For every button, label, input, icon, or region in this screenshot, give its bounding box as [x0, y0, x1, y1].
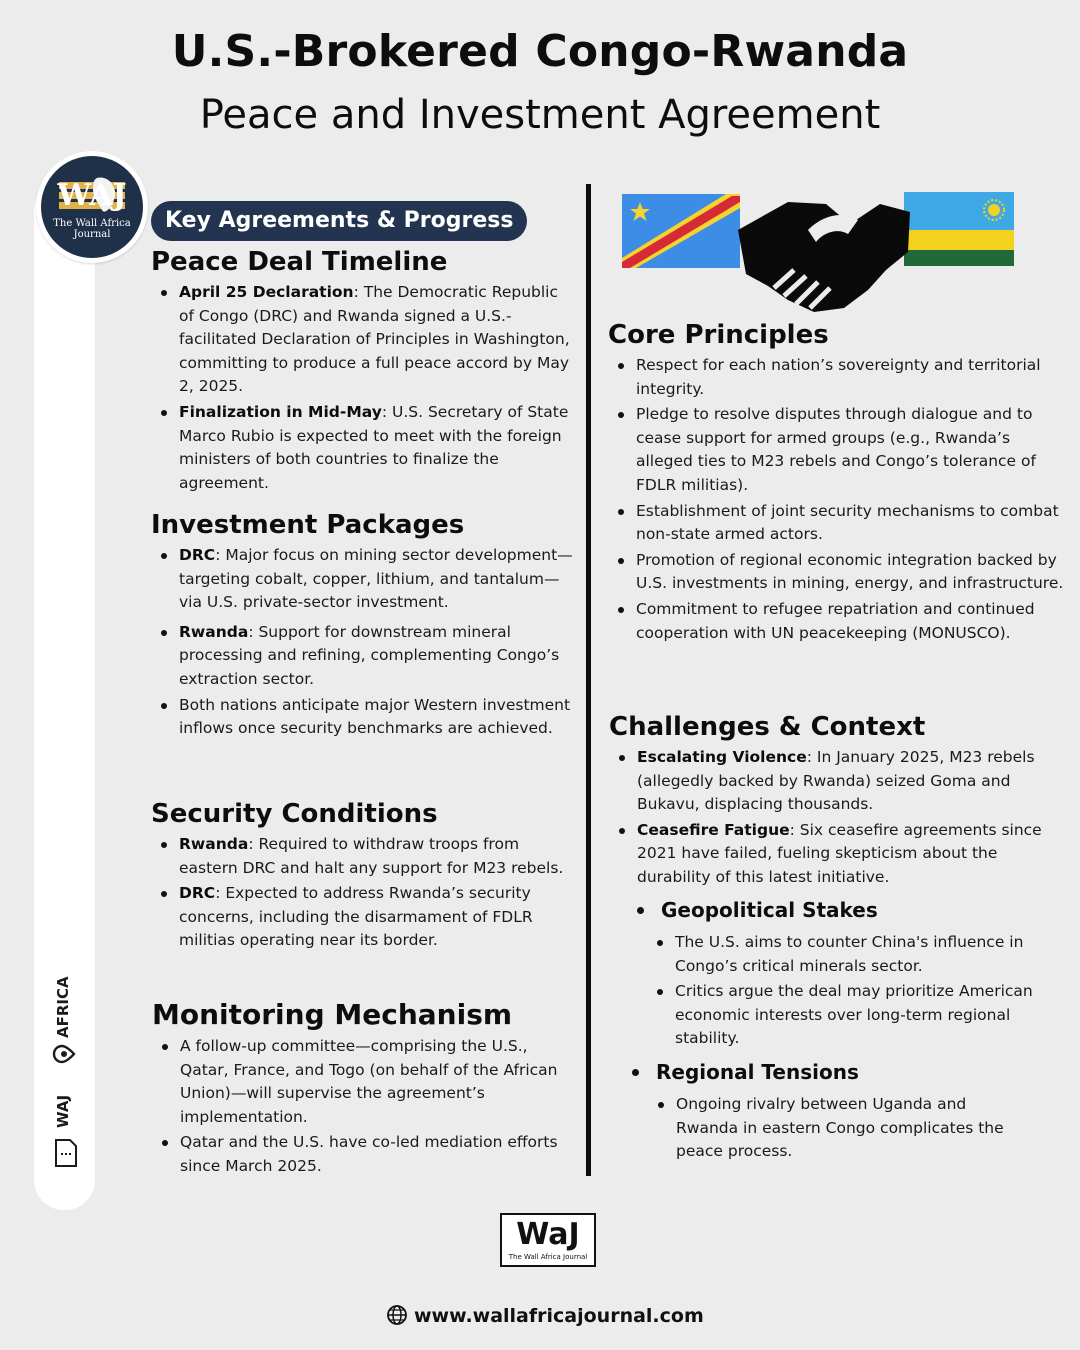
footer-logo-caption: The Wall Africa Journal: [508, 1253, 588, 1261]
list-item: Rwanda: Required to withdraw troops from eastern DRC and halt any support for M23 rebels.: [151, 833, 576, 880]
challenges-heading: Challenges & Context: [609, 712, 926, 742]
list-item: Rwanda: Support for downstream mineral processing and refining, complementing Congo’s extraction sector.: [151, 621, 576, 692]
list-item: April 25 Declaration: The Democratic Republic of Congo (DRC) and Rwanda signed a U.S.-facilitated Declaration of Principles in Washington, committing to produce a full peace accord by May 2, 2025.: [151, 281, 576, 399]
list-item: Pledge to resolve disputes through dialogue and to cease support for armed groups (e.g., Rwanda’s alleged ties to M23 rebels and Congo’s tolerance of FDLR militias).: [608, 403, 1064, 497]
investment-heading: Investment Packages: [151, 510, 465, 540]
principles-section: [608, 320, 1064, 647]
list-item: Escalating Violence: In January 2025, M23 rebels (allegedly backed by Rwanda) seized Goma and Bukavu, displacing thousands.: [609, 746, 1064, 817]
list-item: Ongoing rivalry between Uganda and Rwanda in eastern Congo complicates the peace process.: [648, 1093, 1008, 1164]
list-item: Both nations anticipate major Western investment inflows once security benchmarks are achieved.: [151, 694, 576, 741]
timeline-heading: Peace Deal Timeline: [151, 247, 448, 277]
globe-icon: [386, 1304, 408, 1326]
footer-logo-wordmark: WaJ: [516, 1217, 580, 1252]
list-item: Commitment to refugee repatriation and continued cooperation with UN peacekeeping (MONUSCO).: [608, 598, 1064, 645]
list-item: DRC: Major focus on mining sector development—targeting cobalt, copper, lithium, and tantalum—via U.S. private-sector investment.: [151, 544, 576, 615]
timeline-section: [151, 247, 576, 497]
handshake-icon: [738, 202, 910, 312]
location-pin-icon: [52, 1042, 76, 1066]
rwanda-flag-icon: [904, 192, 1014, 266]
footer-logo: [500, 1213, 596, 1267]
waj-logo-badge: [36, 151, 148, 263]
monitoring-heading: Monitoring Mechanism: [152, 998, 513, 1031]
geopolitical-section: [635, 897, 1065, 1053]
security-heading: Security Conditions: [151, 799, 438, 829]
list-item: Finalization in Mid-May: U.S. Secretary of State Marco Rubio is expected to meet with the foreign ministers of both countries to finalize the agreement.: [151, 401, 576, 495]
security-section: [151, 799, 576, 955]
challenges-section: [609, 712, 1064, 892]
page-subtitle: Peace and Investment Agreement: [199, 92, 881, 138]
side-label-brand: WAJ: [54, 1094, 72, 1128]
list-item: DRC: Expected to address Rwanda’s security concerns, including the disarmament of FDLR militias operating near its border.: [151, 882, 576, 953]
geopolitical-heading: Geopolitical Stakes: [635, 897, 1065, 923]
list-item: Promotion of regional economic integration backed by U.S. investments in mining, energy, and infrastructure.: [608, 549, 1064, 596]
document-icon: [53, 1138, 79, 1168]
monitoring-section: [152, 999, 577, 1181]
section-banner: Key Agreements & Progress: [151, 201, 527, 241]
website-url: www.wallafricajournal.com: [414, 1305, 704, 1327]
list-item: The U.S. aims to counter China's influence in Congo’s critical minerals sector.: [647, 931, 1065, 978]
principles-heading: Core Principles: [608, 320, 829, 350]
logo-caption: The Wall Africa Journal: [53, 218, 131, 240]
flags-handshake-illustration: [618, 190, 1018, 318]
list-item: Critics argue the deal may prioritize American economic interests over long-term regional stability.: [647, 980, 1065, 1051]
website-link[interactable]: [386, 1302, 704, 1330]
page-title: U.S.-Brokered Congo-Rwanda: [171, 26, 909, 77]
list-item: Respect for each nation’s sovereignty and territorial integrity.: [608, 354, 1064, 401]
list-item: Qatar and the U.S. have co-led mediation efforts since March 2025.: [152, 1131, 577, 1178]
column-divider: [586, 184, 591, 1176]
regional-section: [630, 1059, 1060, 1166]
list-item: Establishment of joint security mechanisms to combat non-state armed actors.: [608, 500, 1064, 547]
list-item: Ceasefire Fatigue: Six ceasefire agreements since 2021 have failed, fueling skepticism about the durability of this latest initiative.: [609, 819, 1064, 890]
regional-heading: Regional Tensions: [630, 1059, 1060, 1085]
list-item: A follow-up committee—comprising the U.S., Qatar, France, and Togo (on behalf of the African Union)—will supervise the agreement’s implementation.: [152, 1035, 577, 1129]
investment-section: [151, 510, 576, 743]
logo-wordmark: WAJ: [57, 178, 127, 213]
side-label-region: AFRICA: [54, 976, 72, 1038]
drc-flag-icon: [622, 194, 740, 268]
